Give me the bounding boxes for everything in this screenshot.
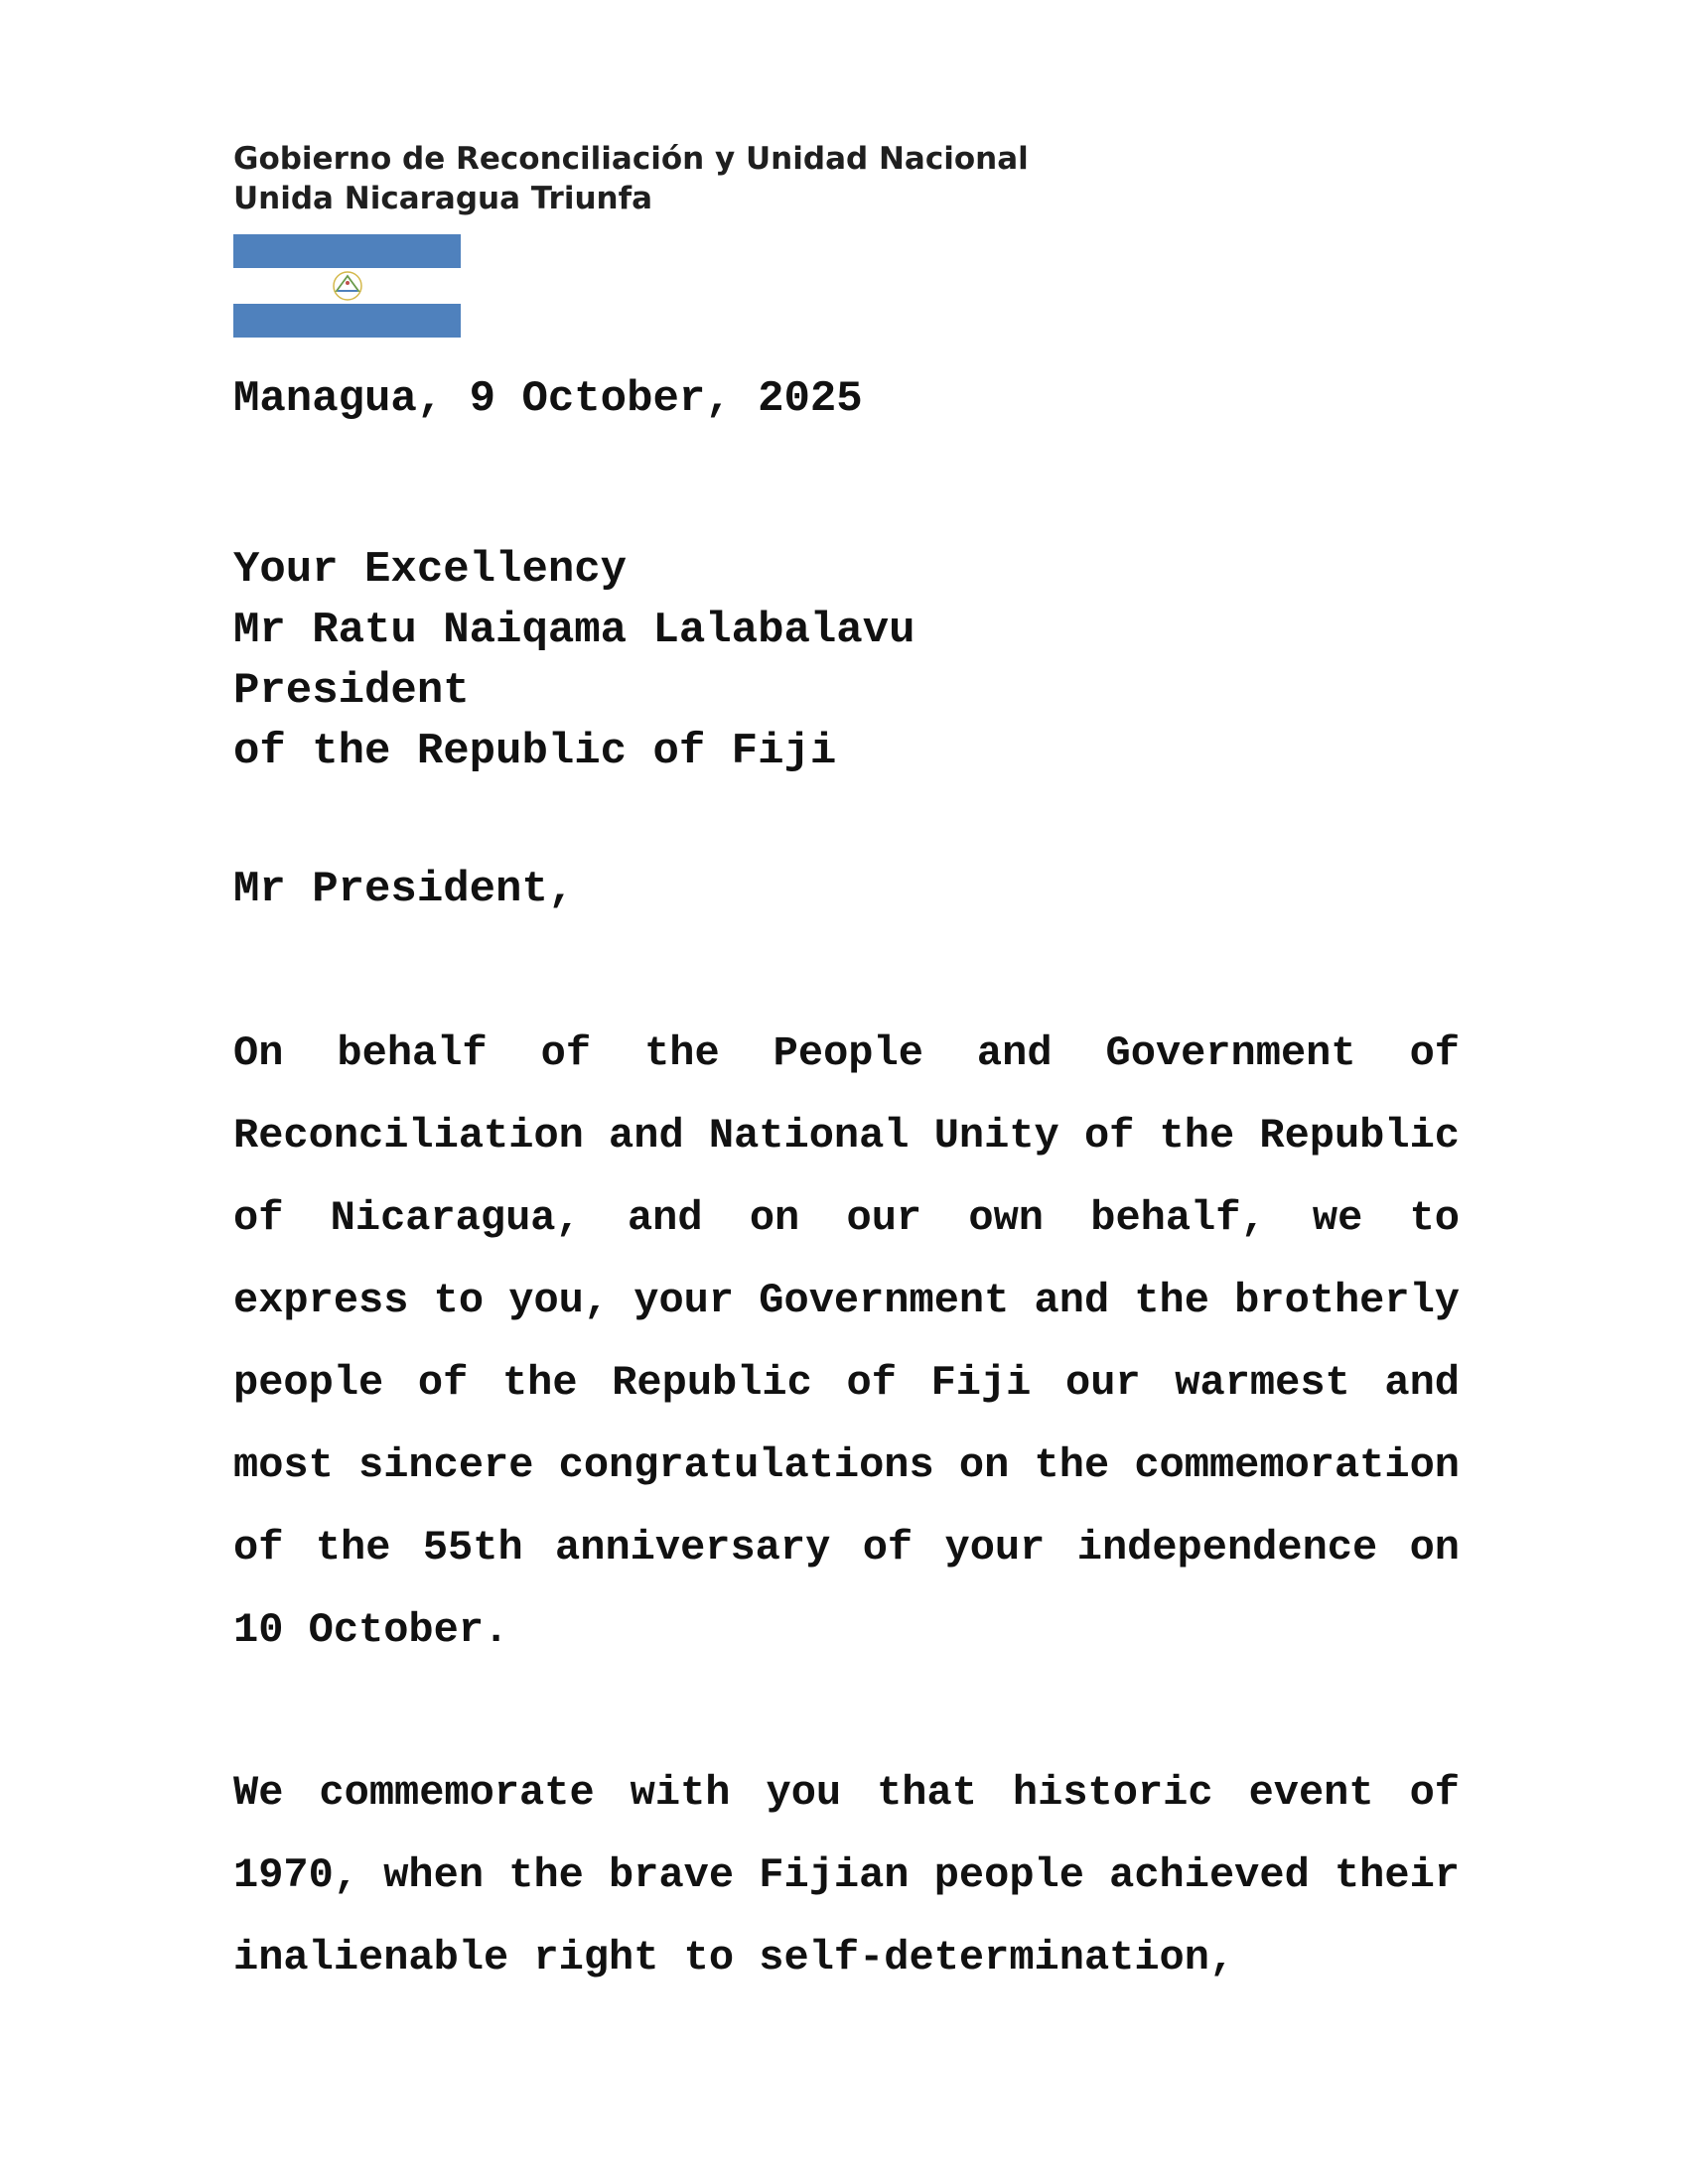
flag-top-band (233, 234, 461, 268)
body-paragraph-2: We commemorate with you that historic event of 1970, when the brave Fijian people achieved their inalienable right to self-determination, (233, 1769, 1461, 1981)
letterhead-government-name: Gobierno de Reconciliación y Unidad Nacional (233, 141, 1029, 177)
flag-middle-band (233, 268, 461, 303)
flag-bottom-band (233, 304, 461, 338)
addressee-block (233, 540, 915, 782)
addressee-title: President (233, 666, 470, 716)
addressee-honorific: Your Excellency (233, 545, 628, 595)
letterhead (233, 139, 1029, 218)
addressee-country: of the Republic of Fiji (233, 727, 837, 776)
nicaragua-flag-icon (233, 234, 461, 338)
salutation: Mr President, (233, 865, 575, 914)
addressee-name: Mr Ratu Naiqama Lalabalavu (233, 606, 915, 655)
letterhead-slogan: Unida Nicaragua Triunfa (233, 181, 653, 216)
body-paragraph-1: On behalf of the People and Government of Reconciliation and National Unity of the Republic of Nicaragua, and on our own behalf, we to express to you, your Government and the brotherly people of the Republic of Fiji our warmest and most sincere congratulations on the commemoration of the 55th anniversary of your independence on 10 October. (233, 1029, 1461, 1654)
coat-of-arms-icon (328, 269, 367, 303)
letter-date: Managua, 9 October, 2025 (233, 374, 863, 424)
